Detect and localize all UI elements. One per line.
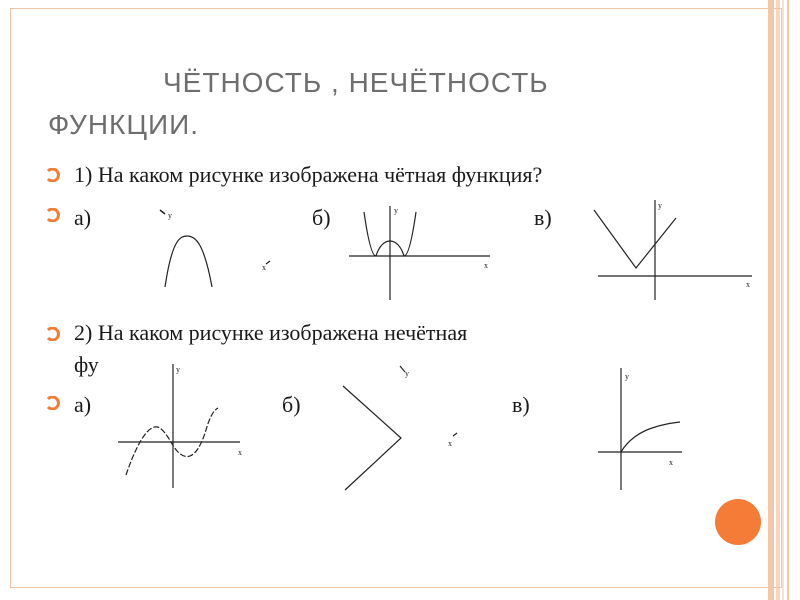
- decorative-orange-circle: [715, 499, 761, 545]
- axis-label-y: y: [625, 372, 629, 381]
- q2-graph-v: [598, 368, 682, 490]
- question-2-text-line-1: 2) На каком рисунке изображена нечётная: [74, 320, 468, 345]
- q2-graph-a: [118, 364, 240, 488]
- axis-label-x: x: [484, 261, 488, 270]
- axis-label-y: y: [176, 365, 180, 374]
- axis-label-y: y: [658, 201, 662, 210]
- q2-option-a: а): [74, 392, 92, 417]
- question-1-text: 1) На каком рисунке изображена чётная функция?: [74, 162, 543, 187]
- axis-label-y: y: [405, 369, 409, 378]
- q1-graph-v: [594, 200, 752, 300]
- q2-graph-b: [343, 366, 457, 490]
- q1-option-v: в): [534, 205, 552, 230]
- axis-label-y: y: [394, 206, 398, 215]
- axis-label-x: x: [746, 280, 750, 289]
- q2-option-b: б): [282, 392, 301, 417]
- title-line-2: ФУНКЦИИ.: [48, 109, 200, 140]
- axis-label-x: x: [238, 448, 242, 457]
- question-2-text-line-2: фу: [74, 352, 99, 377]
- q2-option-v: в): [512, 392, 530, 417]
- axis-label-x: x: [448, 439, 452, 448]
- q1-option-a: а): [74, 205, 92, 230]
- axis-label-y: y: [168, 211, 172, 220]
- axis-label-x: x: [262, 263, 266, 272]
- q1-graph-b: [349, 206, 490, 300]
- q1-graph-a: [160, 210, 270, 287]
- axis-label-x: x: [669, 458, 673, 467]
- q1-option-b: б): [312, 205, 331, 230]
- title-line-1: ЧЁТНОСТЬ , НЕЧЁТНОСТЬ: [163, 67, 549, 98]
